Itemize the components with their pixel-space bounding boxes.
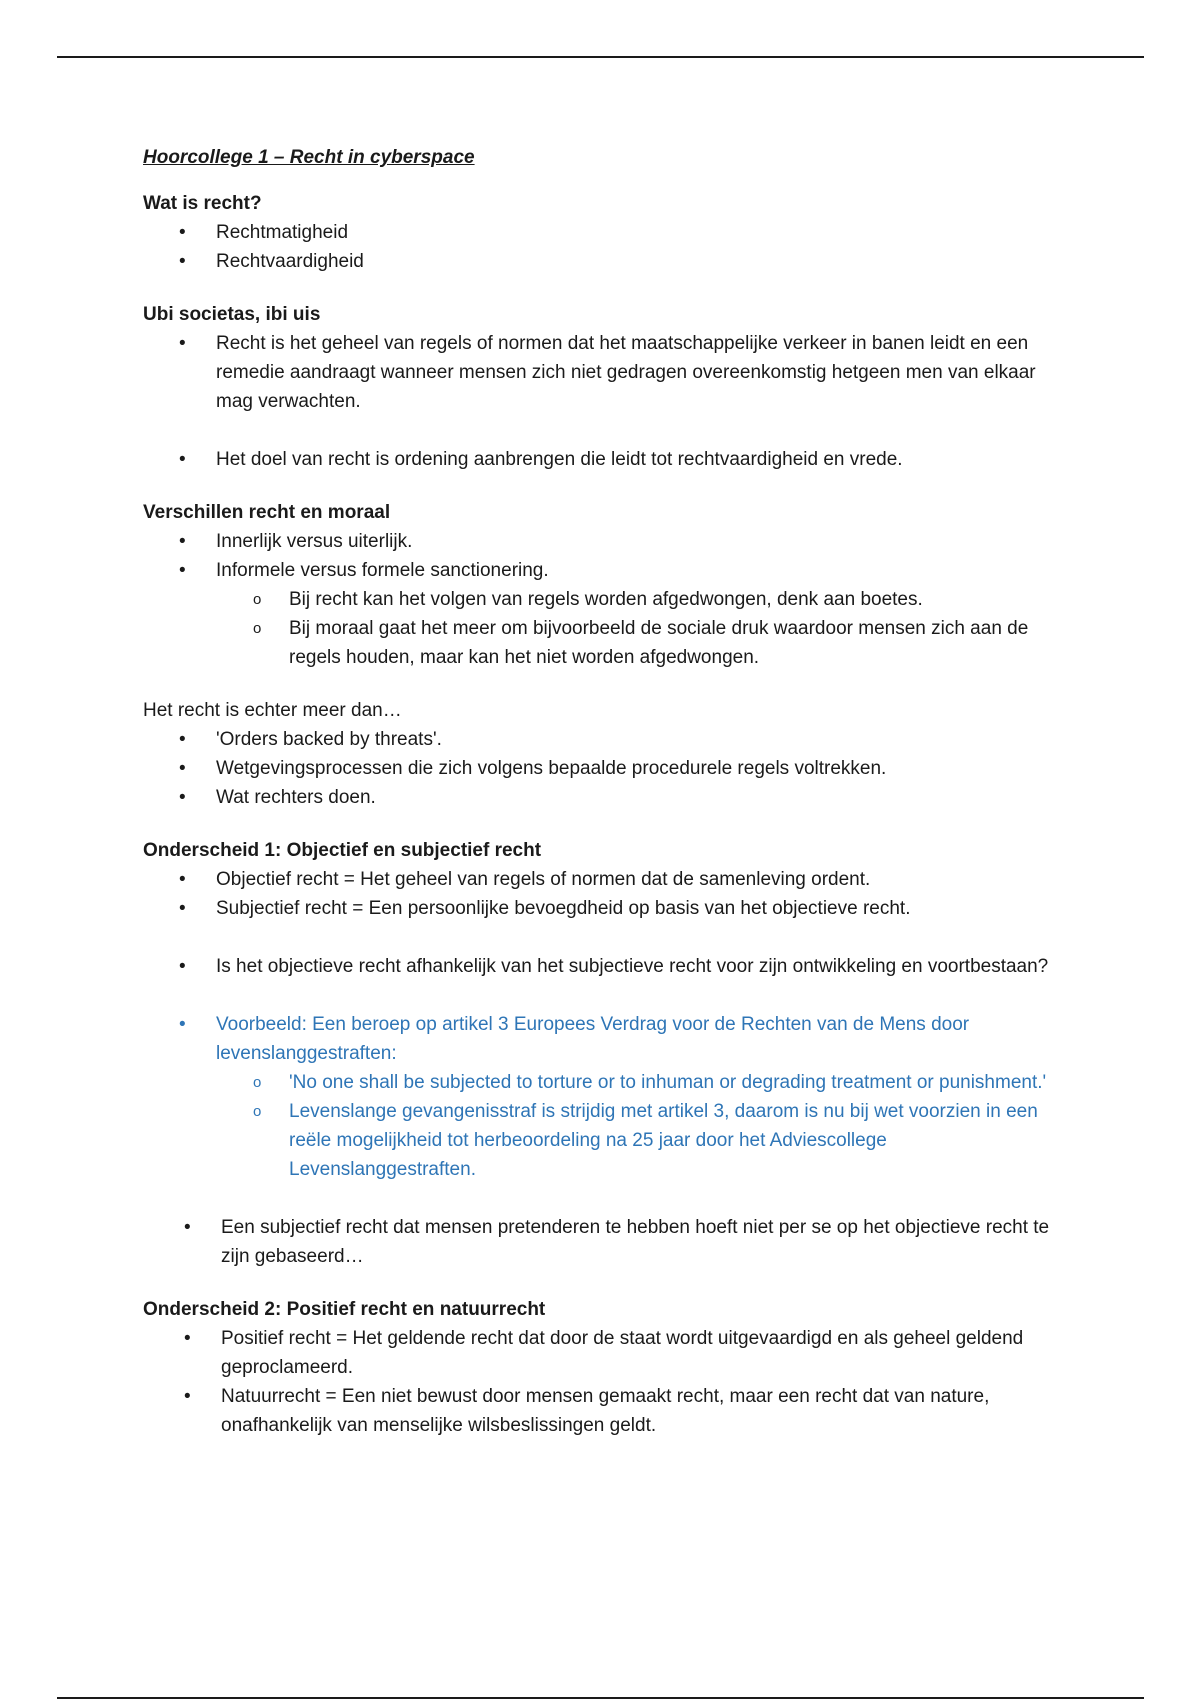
- section-heading-wat-is-recht: Wat is recht?: [143, 193, 262, 214]
- sub-list-item: o Bij recht kan het volgen van regels worden afgedwongen, denk aan boetes.: [143, 585, 1063, 614]
- footer-rule: [57, 1697, 1144, 1699]
- list-item: • Informele versus formele sanctionering.: [143, 556, 1063, 585]
- list-item: • 'Orders backed by threats'.: [143, 725, 1063, 754]
- bullet-list: [143, 445, 1063, 474]
- section-heading-onderscheid-2: Onderscheid 2: Positief recht en natuurrecht: [143, 1299, 546, 1320]
- list-item: • Is het objectieve recht afhankelijk van het subjectieve recht voor zijn ontwikkeling en voortbestaan?: [143, 952, 1063, 981]
- document-body: [143, 143, 1063, 1440]
- list-item: • Het doel van recht is ordening aanbrengen die leidt tot rechtvaardigheid en vrede.: [143, 445, 1063, 474]
- list-item: • Objectief recht = Het geheel van regels of normen dat de samenleving ordent.: [143, 865, 1063, 894]
- bullet-list: [143, 329, 1063, 416]
- example-sub-item: o Levenslange gevangenisstraf is strijdig met artikel 3, daarom is nu bij wet voorzien in een reële mogelijkheid tot herbeoordeling na 25 jaar door het Adviescollege Levenslanggestraften.: [143, 1097, 1063, 1184]
- sub-list-item: o Bij moraal gaat het meer om bijvoorbeeld de sociale druk waardoor mensen zich aan de regels houden, maar kan het niet worden afgedwongen.: [143, 614, 1063, 672]
- example-sub-bullet-list: [143, 1068, 1063, 1184]
- bullet-list: [143, 527, 1063, 585]
- example-item: • Voorbeeld: Een beroep op artikel 3 Europees Verdrag voor de Rechten van de Mens door levenslanggestraften:: [143, 1010, 1063, 1068]
- list-item: • Een subjectief recht dat mensen pretenderen te hebben hoeft niet per se op het objectieve recht te zijn gebaseerd…: [143, 1213, 1063, 1271]
- example-bullet-list: [143, 1010, 1063, 1068]
- bullet-list: [143, 725, 1063, 812]
- header-rule: [57, 56, 1144, 58]
- bullet-list: [143, 218, 1063, 276]
- bullet-list: [143, 1213, 1063, 1271]
- list-item: • Rechtvaardigheid: [143, 247, 1063, 276]
- bullet-list: [143, 952, 1063, 981]
- example-sub-item: o 'No one shall be subjected to torture or to inhuman or degrading treatment or punishment.': [143, 1068, 1063, 1097]
- list-item: • Rechtmatigheid: [143, 218, 1063, 247]
- list-item: • Positief recht = Het geldende recht dat door de staat wordt uitgevaardigd en als geheel geldend geproclameerd.: [143, 1324, 1063, 1382]
- list-item: • Innerlijk versus uiterlijk.: [143, 527, 1063, 556]
- bullet-list: [143, 1324, 1063, 1440]
- bullet-list: [143, 865, 1063, 923]
- paragraph-intro: Het recht is echter meer dan…: [143, 700, 402, 721]
- list-item: • Wetgevingsprocessen die zich volgens bepaalde procedurele regels voltrekken.: [143, 754, 1063, 783]
- list-item: • Recht is het geheel van regels of normen dat het maatschappelijke verkeer in banen leidt en een remedie aandraagt wanneer mensen zich niet gedragen overeenkomstig hetgeen men van elkaar mag verwachten.: [143, 329, 1063, 416]
- section-heading-onderscheid-1: Onderscheid 1: Objectief en subjectief recht: [143, 840, 542, 861]
- list-item: • Wat rechters doen.: [143, 783, 1063, 812]
- sub-bullet-list: [143, 585, 1063, 672]
- list-item: • Natuurrecht = Een niet bewust door mensen gemaakt recht, maar een recht dat van nature, onafhankelijk van menselijke wilsbeslissingen geldt.: [143, 1382, 1063, 1440]
- section-heading-ubi-societas: Ubi societas, ibi uis: [143, 304, 321, 325]
- list-item: • Subjectief recht = Een persoonlijke bevoegdheid op basis van het objectieve recht.: [143, 894, 1063, 923]
- section-heading-verschillen: Verschillen recht en moraal: [143, 502, 391, 523]
- document-title: Hoorcollege 1 – Recht in cyberspace: [143, 147, 475, 168]
